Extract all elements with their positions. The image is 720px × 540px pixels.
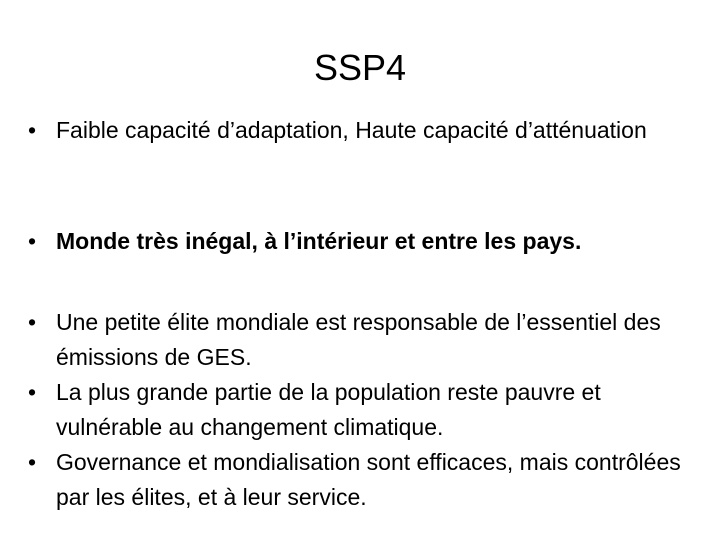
- bullet-item: [28, 305, 700, 375]
- bullet-item: [28, 113, 700, 148]
- bullet-item-bold: [28, 224, 700, 259]
- bullet-item: [28, 445, 700, 515]
- bullet-text: Faible capacité d’adaptation, Haute capacité d’atténuation: [56, 117, 647, 143]
- bullet-text: Governance et mondialisation sont efficaces, mais contrôlées par les élites, et à leur service.: [56, 449, 681, 510]
- bullet-text: Monde très inégal, à l’intérieur et entre les pays.: [56, 228, 582, 254]
- bullet-glyph: •: [28, 228, 37, 254]
- bullet-item: [28, 375, 700, 445]
- bullet-text: Une petite élite mondiale est responsable de l’essentiel des émissions de GES.: [56, 309, 661, 370]
- bullet-text: La plus grande partie de la population reste pauvre et vulnérable au changement climatique.: [56, 379, 601, 440]
- bullet-glyph: •: [28, 117, 37, 143]
- bullet-glyph: •: [28, 309, 37, 335]
- slide-title: SSP4: [313, 47, 407, 88]
- bullet-glyph: •: [28, 379, 37, 405]
- bullet-glyph: •: [28, 449, 37, 475]
